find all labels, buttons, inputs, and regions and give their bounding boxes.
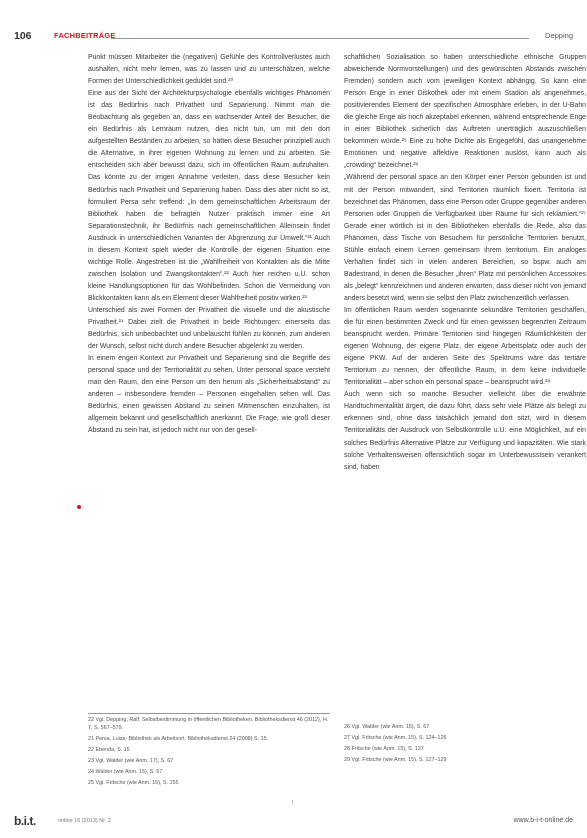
footnote: 22 Vgl. Depping, Ralf: Selbstbestimmung in öffentlichen Bibliotheken. Bibliotheksdienst 46 (2012), H. 7, S. 567–579. <box>88 717 329 731</box>
footnote: 28 Fritsche (wie Anm. 15), S. 127 <box>344 746 424 752</box>
paragraph: Eine aus der Sicht der Architekturpsychologie ebenfalls wichtiges Phänomen ist das Bedürfnis nach Privatheit und Separierung. Nimmt man die Beobachtung als gegeben an, dass ein wachsender Anteil der Besucher, die ein Bedürfnis als Lernraum nutzen, dies nicht tun, um mit den dort aufgestellten Beständen zu arbeiten, so hätten diese Besucher prinzipiell auch die Alternative, in ihrer eigenen Wohnung zu lernen und zu arbeiten. Sie entscheiden sich aber bewusst dazu, sich im öffentlichen Raum aufzuhalten. Das könnte zu der irrigen Annahme verleiten, dass diese Besucher kein Bedürfnis nach Privatheit und Separierung haben. Dass dies aber nicht so ist, formuliert Persa sehr treffend: „In dem gemeinschaftlichen Arbeitsraum der Bibliothek haben die befragten Nutzer praktisch immer eine Art Separationstechnik, ihr Bedürfnis nach gemeinschaftlichen Alleinsein findet Ausdruck in unterschiedlichen Varianten der Abgrenzung zur Umwelt.“²¹ Auch in diesem Kontext spielt wieder die Kontrolle der eigenen Situation eine wichtige Rolle. Angestreben ist die „Wahlfreiheit von Kontakten als die Mitte zwischen Isolation und Zwangskontakten“.²² Auch hier reichen u.U. schon kleine Handlungsoptionen für das Wohlbefinden. Schon die Vermeidung von Blickkontakten kann als ein Element dieser Wahlfreiheit positiv wirken.²³ <box>88 90 330 302</box>
page-number: 106 <box>14 30 32 42</box>
publication-logo: b.i.t. <box>14 814 36 828</box>
footnote: 26 Vgl. Walder (wie Anm. 15), S. 67 <box>344 724 430 730</box>
footnote: 29 Vgl. Fritsche (wie Anm. 15), S. 127–129 <box>344 757 447 763</box>
footnotes-left <box>88 713 330 787</box>
footnote: 27 Vgl. Fritsche (wie Anm. 15), S. 124–126 <box>344 735 447 741</box>
running-header <box>14 30 573 42</box>
footnote: 24 Walder (wie Anm. 15), S. 67 <box>88 769 163 775</box>
paragraph: In einem engen Kontext zur Privatheit und Separierung sind die Begriffe des personal space und der Territorialität zu sehen. Unter personal space versteht man den Raum, den eine Person um den herum als „Sicherheitsabstand“ zu anderen – insbesondere fremden – Personen eingehalten sehen will. Das Bedürfnis, einen gewissen Abstand zu seinen Mitmenschen einzuhalten, ist allgemein bekannt und gesellschaftlich anerkannt. Die Frage, wie groß dieser Abstand zu sein hat, ist jedoch nicht nur von der gesell- <box>88 355 330 435</box>
paragraph: Auch wenn sich so manche Besucher vielleicht über die erwähnte Handtuchmentalität ärgert, die dazu führt, dass sehr viele Plätze als belegt zu erkennen sind, ohne dass tatsächlich jemand dort sitzt, wird in diesem Territorialitäts der Ausdruck von Selbstkontrolle u.U. eine Möglichkeit, auf ein solches Bedürfnis Alternative Plätze zur Verfügung und kapazitäten. Wie stark solche Verhaltensweisen offensichtlich sogar im Unterbewusstsein verankert sind, haben <box>344 391 586 471</box>
page-footer <box>14 814 573 828</box>
author-name: Depping <box>545 31 573 40</box>
section-title: FACHBEITRÄGE <box>54 31 116 40</box>
red-bullet-marker <box>77 505 81 509</box>
paragraph: Im öffentlichen Raum werden sogenannte sekundäre Territorien geschaffen, die für einen bestimmten Zweck und für einen gewissen begrenzten Zeitraum beansprucht werden. Primäre Territorien sind hingegen Räumlichkeiten der eigenen Wohnung, der eigene Platz, der eigene Arbeitsplatz oder auch der eigene PKW. Auf der anderen Seite des Spektrums wäre das tertiäre Territorium zu nennen, der öffentliche Raum, in dem keine individuelle Territorialität – aber schon ein personal space – beansprucht wird.²⁸ <box>344 306 586 387</box>
paragraph: Unterschied als zwei Formen der Privatheit die visuelle und die akustische Privatheit.²⁴ Dabei zielt die Privatheit in beide Richtungen: einerseits das Bedürfnis, sich unbeobachtet und unbelauscht fühlen zu können, zum anderen der Wunsch, selbst nicht durch andere Besucher abgelenkt zu werden. <box>88 306 330 351</box>
footnote: 23 Vgl. Walder (wie Anm. 17), S. 67 <box>88 758 174 764</box>
footnote: 22 Ebenda, S. 15 <box>88 747 130 753</box>
left-column <box>88 52 330 438</box>
paragraph: „Während der personal space an den Körper einer Person gebunden ist und mit der Person mitwandert, sind Territorien räumlich fixiert. Territoria ist bezeichnet das Phänomen, dass eine Person oder Gruppe gegenüber anderen Personen oder Gruppen die Verfügbarkeit über Räume für sich reklamiert.“²⁷ Gerade einer wörtlich ist in den Bibliotheken ebenfalls die Rede, also das Phänomen, dass Tische von Besuchern für persönliche Territorien benutzt, Stühle einfach einem Lernen gemeinsam ihrem territorium. Ein analoges Verhalten findet sich in vielen anderen Bereichen, so bspw. auch am Badestrand, in denen die Besucher „ihren“ Platz mit persönlichen Accessoires als „belegt“ kennzeichnen und anderen erwarten, dass dieser nicht von jemand anders besetzt wird, wenn sie selbst den Platz zwischenzeitlich verlassen. <box>344 174 586 302</box>
footnotes-right <box>344 723 586 764</box>
header-rule <box>111 38 529 39</box>
issue-info: online 16 (2013) Nr. 2 <box>58 818 111 824</box>
right-column <box>344 52 586 474</box>
center-tick-mark <box>292 800 293 804</box>
paragraph: Punkt müssen Mitarbeiter die (negativen) Gefühle des Kontrollverlustes auch aushalten, nicht mehr lernen, was zu lassen und zu unterschätzen, welche Formen der Unterschiedlichkeit geduldet sind.²⁰ <box>88 54 330 86</box>
paragraph: schaftlichen Sozialisation so haben unterschiedliche ethnische Gruppen abweichende Normvorstellungen) und des gewünschten Abstands zwischen Fremden) sondern auch vom jeweiligen Kontext abhängig. So kann eine Person Enge in einer Diskothek oder mit einem Stadion als angenehmes, positivierendes Element der spezifischen Atmosphäre erleben, in der U-Bahn die gleiche Enge als noch akzeptabel erkennen, während entsprechende Enge in einer Bibliothek sicherlich das Auftreten unerträglich auszuschließen bekommen würde.²⁵ Eine zu hohe Dichte als Engegefühl, das unangenehme Emotionen und negative affektive Reaktionen auslöst, kann auch als „crowding“ bezeichnet.²⁶ <box>344 54 586 170</box>
footnote: 25 Vgl. Fritsche (wie Anm. 15), S. 155 <box>88 780 179 786</box>
website-link[interactable]: www.b-i-t-online.de <box>513 817 573 824</box>
footnote: 21 Persa, Luiza: Bibliothek als Arbeitsort. Bibliotheksdienst 24 (2008) S. 15. <box>88 736 269 742</box>
